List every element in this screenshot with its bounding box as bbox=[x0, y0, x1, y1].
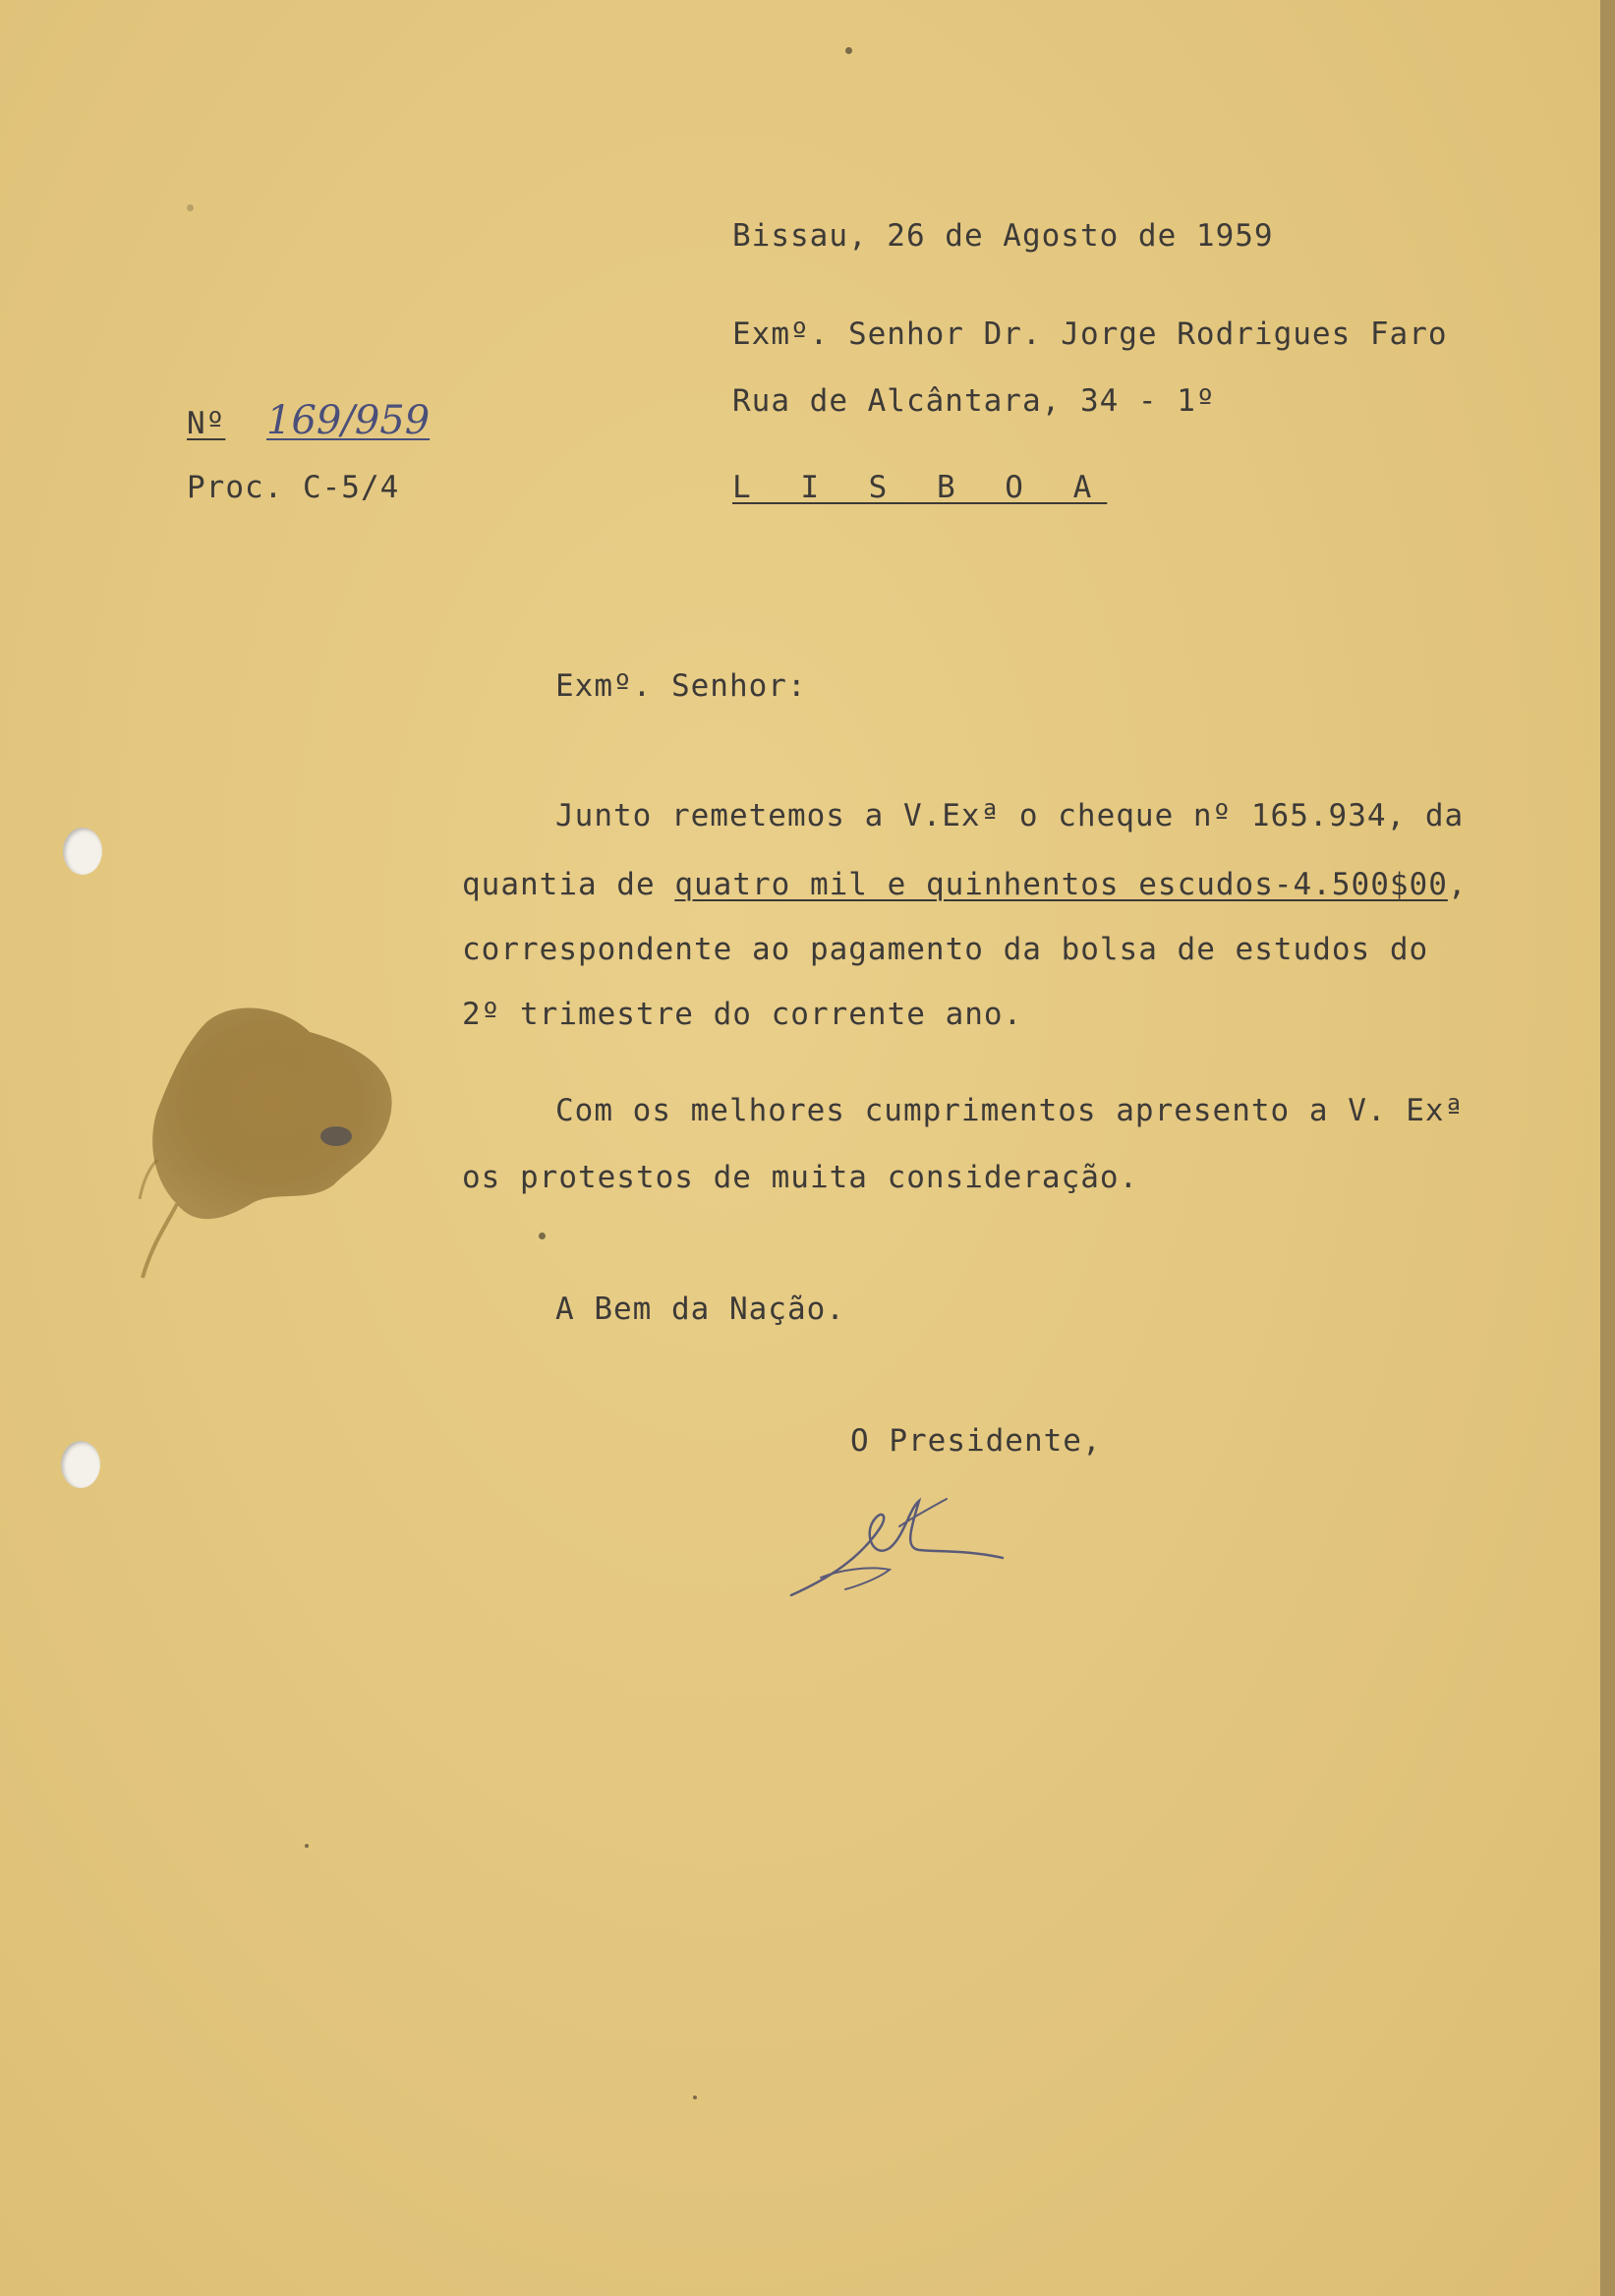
paper-speck bbox=[305, 1844, 309, 1848]
punch-hole-bottom bbox=[61, 1441, 100, 1488]
body-p2-line2: os protestos de muita consideração. bbox=[462, 1160, 1139, 1195]
body-p1-line4: 2º trimestre do corrente ano. bbox=[462, 997, 1023, 1032]
paper-speck bbox=[845, 47, 852, 54]
reference-number-label: Nº bbox=[187, 406, 226, 441]
page-edge bbox=[1600, 0, 1615, 2296]
body-p1-line2-suffix: , bbox=[1447, 867, 1468, 902]
payment-amount: quatro mil e quinhentos escudos-4.500$00 bbox=[674, 867, 1448, 902]
coffee-stain bbox=[138, 993, 403, 1288]
closing: A Bem da Nação. bbox=[555, 1292, 845, 1327]
place-date: Bissau, 26 de Agosto de 1959 bbox=[732, 218, 1274, 254]
recipient-street: Rua de Alcântara, 34 - 1º bbox=[732, 383, 1216, 419]
signature-scribble bbox=[781, 1479, 1017, 1607]
reference-number bbox=[187, 398, 431, 443]
recipient-name: Exmº. Senhor Dr. Jorge Rodrigues Faro bbox=[732, 316, 1448, 352]
reference-number-handwritten: 169/959 bbox=[266, 398, 431, 443]
recipient-city: L I S B O A bbox=[732, 470, 1108, 505]
paper-speck bbox=[539, 1233, 546, 1239]
paper-speck bbox=[693, 2095, 697, 2099]
signatory-title: O Presidente, bbox=[850, 1423, 1102, 1459]
body-p1-line2-prefix: quantia de bbox=[462, 867, 675, 902]
body-p2-line1: Com os melhores cumprimentos apresento a V. Exª bbox=[555, 1093, 1465, 1128]
body-p1-line3: correspondente ao pagamento da bolsa de estudos do bbox=[462, 932, 1429, 967]
body-p1-line1: Junto remetemos a V.Exª o cheque nº 165.934, da bbox=[555, 798, 1465, 833]
punch-hole-top bbox=[63, 828, 102, 875]
process-reference: Proc. C-5/4 bbox=[187, 470, 400, 505]
paper-speck bbox=[187, 204, 194, 211]
body-p1-line2 bbox=[462, 867, 1468, 902]
salutation: Exmº. Senhor: bbox=[555, 668, 807, 704]
